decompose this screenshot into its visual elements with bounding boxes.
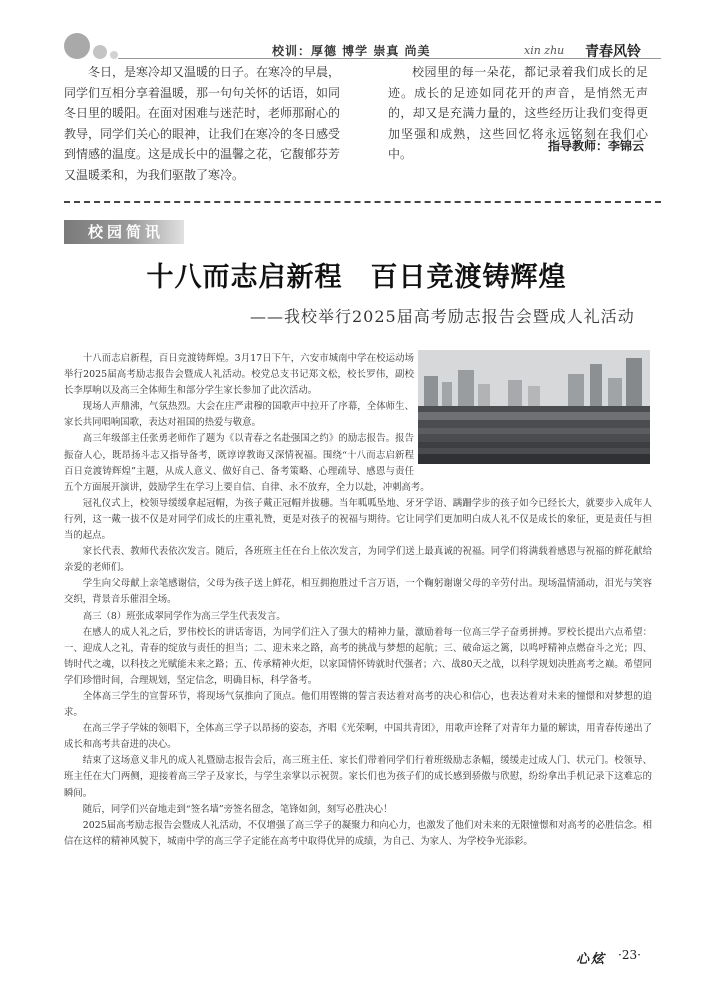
header-decor-circle-small: [110, 51, 118, 59]
header-pinyin: xin zhu: [524, 44, 565, 57]
section-tag: 校园简讯: [64, 220, 184, 244]
school-motto: 校训：厚德 博学 崇真 尚美: [272, 44, 431, 58]
header-rule: [118, 58, 661, 59]
article-paragraph: 在感人的成人礼之后，罗伟校长的讲话寄语，为同学们注入了强大的精神力量，激励着每一位高三学子奋勇拼搏。罗校长提出六点希望：一、迎成人之礼，青春的绽放与责任的担当；二、迎未来之路，高考的挑战与梦想的起航；三、破命运之篱，以鸣呼精神点燃奋斗之光；四、铸时代之魂，以科技之光赋能未来之路；五、传承精神火炬，以家国情怀铸就时代强者；六、战80天之战，以科学规划决胜高考之巅。希望同学们珍惜时间，合理规划，坚定信念，明确目标，科学备考。: [64, 626, 652, 686]
event-photo-illustration: [418, 350, 650, 464]
page-number: ·23·: [618, 948, 641, 962]
article-paragraph: 现场人声鼎沸，气氛热烈。大会在庄严肃穆的国歌声中拉开了序幕，全体师生、家长共同唱响国歌，表达对祖国的热爱与敬意。: [64, 401, 414, 429]
article-subtitle: ——我校举行2025届高考励志报告会暨成人礼活动: [250, 307, 635, 326]
section-title: 青春风铃: [585, 44, 641, 60]
header-decor-circle-large: [64, 33, 90, 59]
essay-left-paragraph: 冬日，是寒冷却又温暖的日子。在寒冷的早晨，同学们互相分享着温暖，那一句句关怀的话语，如同冬日里的暖阳。在面对困难与迷茫时，老师那耐心的教导，同学们关心的眼神，让我们在寒冷的冬日感受到情感的温度。这是成长中的温馨之花，它馥郁芬芳又温暖柔和，为我们驱散了寒冷。: [64, 65, 341, 182]
event-photo: [418, 350, 650, 464]
article-paragraph: 冠礼仪式上，校领导缓缓拿起冠帽，为孩子戴正冠帽并拔穗。当年呱呱坠地、牙牙学语、蹒跚学步的孩子如今已经长大，就要步入成年人行列，这一戴一拔不仅是对同学们成长的庄重礼赞，更是对孩子的祝福与期待。它让同学们更加明白成人礼不仅是成长的象征，更是责任与担当的起点。: [64, 497, 652, 542]
article-paragraph: 在高三学子学妹的领唱下，全体高三学子以昂扬的姿态，齐唱《光荣啊，中国共青团》，用歌声诠释了对青年力量的解读，用青春传递出了成长和高考共奋进的决心。: [64, 723, 652, 751]
article-paragraph: 十八而志启新程，百日竞渡铸辉煌。3月17日下午，六安市城南中学在校运动场举行2025届高考励志报告会暨成人礼活动。校党总支书记郑文松，校长罗伟，副校长李厚响以及高三全体师生和部分学生家长参加了此次活动。: [64, 353, 414, 397]
article-title: 十八而志启新程 百日竞渡铸辉煌: [146, 262, 567, 293]
article-paragraph: 结束了这场意义非凡的成人礼暨励志报告会后，高三班主任、家长们带着同学们行着班级励志条幅，缓缓走过成人门、状元门。校领导、班主任在大门两侧，迎接着高三学子及家长，与学生亲掌以示祝贺。家长们也为孩子们的成长感到骄傲与欣慰，纷纷拿出手机记录下这难忘的瞬间。: [64, 755, 652, 799]
article-paragraph: 随后，同学们兴奋地走到“签名墙”旁签名留念，笔锋如剑，刻写必胜决心！: [82, 803, 393, 815]
article-paragraph: 高三年级部主任张勇老师作了题为《以青春之名赴强国之约》的励志报告。报告振奋人心，既昂扬斗志又指导备考，既谆谆教诲又深情祝福。围绕“十八而志启新程百日竞渡铸辉煌”主题，从成人意义、做好自己、备考策略、心理疏导、感恩与责任五个方面展开演讲，鼓励学生在学习上要自信、自律、永不放弃，全力以赴，冲刺高考。: [64, 433, 430, 493]
header-decor-circle-medium: [93, 45, 107, 59]
article-paragraph: 2025届高考励志报告会暨成人礼活动，不仅增强了高三学子的凝聚力和向心力，也激发了他们对未来的无限憧憬和对高考的必胜信念。相信在这样的精神风貌下，城南中学的高三学子定能在高考中取得优异的成绩，为自己、为家人、为学校争光添彩。: [64, 819, 652, 847]
footer-brand: 心炫: [576, 952, 607, 967]
article-paragraph: 学生向父母献上亲笔感谢信，父母为孩子送上鲜花，相互拥抱胜过千言万语，一个鞠躬谢谢父母的辛劳付出。现场温情涌动，泪光与笑容交织，背景音乐催泪全场。: [64, 578, 652, 606]
essay-right-paragraph: 校园里的每一朵花，都记录着我们成长的足迹。成长的足迹如同花开的声音，是悄然无声的，却又是充满力量的，这些经历让我们变得更加坚强和成熟，这些回忆将永远铭刻在我们心中。: [388, 65, 648, 161]
essay-left-column: [64, 62, 340, 185]
section-divider: [64, 201, 661, 203]
article-paragraph: 高三（8）班张成翠同学作为高三学生代表发言。: [82, 610, 286, 622]
article-paragraph: 家长代表、教师代表依次发言。随后，各班班主任在台上依次发言，为同学们送上最真诚的祝福。同学们将满载着感恩与祝福的鲜花献给亲爱的老师们。: [64, 546, 652, 574]
article-paragraph: 全体高三学生的宣誓环节，将现场气氛推向了顶点。他们用铿锵的誓言表达着对高考的决心和信心，也表达着对未来的憧憬和对梦想的追求。: [64, 690, 652, 719]
advisor-credit: 指导教师：李锦云: [548, 139, 645, 153]
